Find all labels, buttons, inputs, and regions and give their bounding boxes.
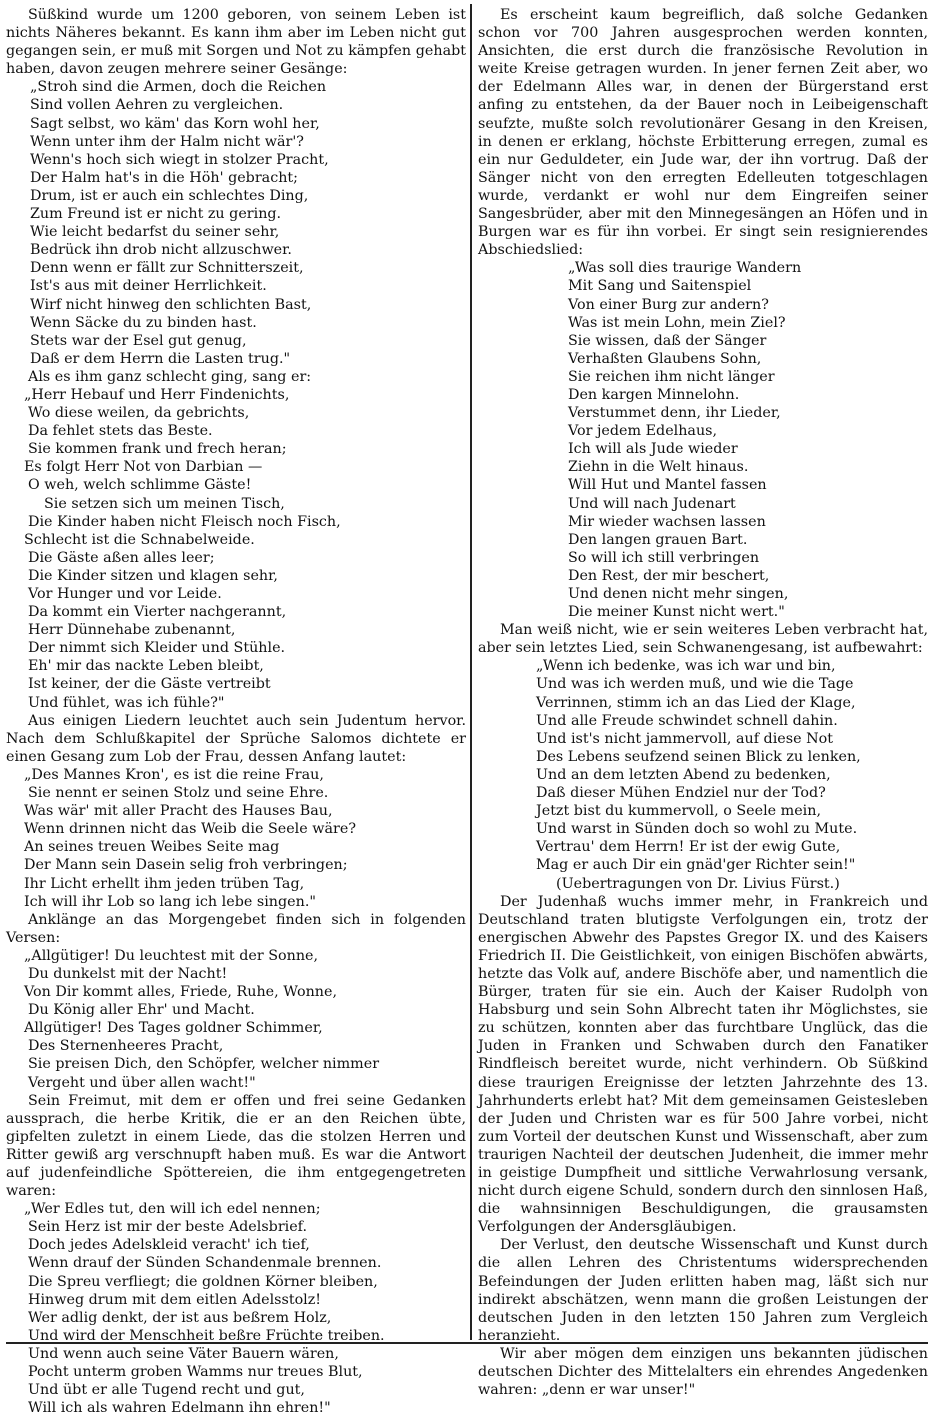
- verse-block: [6, 766, 466, 911]
- verse-block: [6, 78, 466, 368]
- paragraph: Aus einigen Liedern leuchtet auch sein Judentum hervor. Nach dem Schlußkapitel der Sprüche Salomos dichtete er einen Gesang zum Lob der Frau, dessen Anfang lautet:: [6, 712, 466, 765]
- verse-line: Wo diese weilen, da gebrichts,: [28, 405, 250, 422]
- verse-line: Der Mann sein Dasein selig froh verbringen;: [24, 857, 348, 874]
- paragraph: Man weiß nicht, wie er sein weiteres Leben verbracht hat, aber sein letztes Lied, sein Schwanengesang, ist aufbewahrt:: [478, 622, 928, 657]
- verse-line: Du König aller Ehr' und Macht.: [28, 1002, 255, 1019]
- paragraph: Als es ihm ganz schlecht ging, sang er:: [28, 368, 312, 385]
- paragraph: Der Verlust, den deutsche Wissenschaft und Kunst durch die allen Lehren des Christentums widersprechenden Befeindungen der Juden erlitten haben mag, läßt sich nur indirekt abschätzen, wenn mann die großen Leistungen der deutschen Juden in den letzten 150 Jahren zum Vergleich heranzieht.: [478, 1237, 928, 1344]
- verse-line: Ihr Licht erhellt ihm jeden trüben Tag,: [24, 875, 305, 892]
- verse-line: Sagt selbst, wo käm' das Korn wohl her,: [30, 115, 320, 132]
- verse-line: Mir wieder wachsen lassen: [568, 513, 766, 530]
- verse-line: Was wär' mit aller Pracht des Hauses Bau,: [24, 803, 333, 820]
- verse-line: Daß er dem Herrn die Lasten trug.": [30, 350, 291, 367]
- verse-line: Wenn drinnen nicht das Weib die Seele wäre?: [24, 821, 356, 838]
- verse-line: Ist keiner, der die Gäste vertreibt: [28, 676, 271, 693]
- verse-line: Zum Freund ist er nicht zu gering.: [30, 206, 282, 223]
- paragraph: Wir aber mögen dem einzigen uns bekannten jüdischen deutschen Dichter des Mittelalters ein ehrendes Angedenken wahren: „denn er war unser!": [478, 1345, 928, 1399]
- verse-line: Herr Dünnehabe zubenannt,: [28, 622, 236, 639]
- verse-line: „Wer Edles tut, den will ich edel nennen;: [24, 1201, 321, 1218]
- verse-line: (Uebertragungen von Dr. Livius Fürst.): [556, 875, 840, 892]
- verse-line: Von Dir kommt alles, Friede, Ruhe, Wonne,: [24, 984, 337, 1001]
- verse-line: Und was ich werden muß, und wie die Tage: [536, 676, 854, 693]
- verse-line: Bedrück ihn drob nicht allzuschwer.: [30, 242, 292, 259]
- verse-line: „Was soll dies traurige Wandern: [568, 260, 802, 277]
- verse-line: Und wenn auch seine Väter Bauern wären,: [28, 1345, 339, 1362]
- verse-line: Und wird der Menschheit beßre Früchte treiben.: [28, 1327, 385, 1344]
- verse-line: Die Kinder sitzen und klagen sehr,: [28, 567, 278, 584]
- verse-line: Die Spreu verfliegt; die goldnen Körner bleiben,: [28, 1273, 378, 1290]
- verse-line: Der Halm hat's in die Höh' gebracht;: [30, 169, 298, 186]
- verse-line: An seines treuen Weibes Seite mag: [24, 839, 280, 856]
- verse-line: Allgütiger! Des Tages goldner Schimmer,: [24, 1020, 323, 1037]
- verse-line: Und alle Freude schwindet schnell dahin.: [536, 712, 838, 729]
- verse-line: O weh, welch schlimme Gäste!: [28, 477, 252, 494]
- verse-line: Denn wenn er fällt zur Schnitterszeit,: [30, 260, 304, 277]
- verse-block: [6, 1200, 466, 1417]
- verse-line: Wenn drauf der Sünden Schandenmale brennen.: [28, 1255, 382, 1272]
- verse-line: Mit Sang und Saitenspiel: [568, 278, 752, 295]
- verse-line: Wenn's hoch sich wiegt in stolzer Pracht,: [30, 151, 329, 168]
- verse-line: Des Lebens seufzend seinen Blick zu lenken,: [536, 748, 861, 765]
- verse-line: Doch jedes Adelskleid veracht' ich tief,: [28, 1237, 310, 1254]
- verse-line: Jetzt bist du kummervoll, o Seele mein,: [536, 803, 822, 820]
- verse-line: Vor jedem Edelhaus,: [568, 423, 718, 440]
- verse-line: Stets war der Esel gut genug,: [30, 332, 247, 349]
- verse-line: Verhaßten Glaubens Sohn,: [568, 350, 762, 367]
- verse-line: Sie setzen sich um meinen Tisch,: [44, 495, 285, 512]
- verse-line: Hinweg drum mit dem eitlen Adelsstolz!: [28, 1291, 322, 1308]
- verse-line: Vertrau' dem Herrn! Er ist der ewig Gute,: [536, 839, 841, 856]
- verse-line: Wenn Säcke du zu binden hast.: [30, 314, 257, 331]
- verse-line: Will Hut und Mantel fassen: [568, 477, 767, 494]
- verse-line: Sie preisen Dich, den Schöpfer, welcher nimmer: [28, 1056, 380, 1073]
- verse-line: Verrinnen, stimm ich an das Lied der Klage,: [536, 694, 856, 711]
- verse-line: Wer adlig denkt, der ist aus beßrem Holz,: [28, 1309, 332, 1326]
- verse-line: Der nimmt sich Kleider und Stühle.: [28, 640, 286, 657]
- verse-line: Die Gäste aßen alles leer;: [28, 549, 215, 566]
- column-rule: [470, 4, 472, 1340]
- verse-line: Will ich als wahren Edelmann ihn ehren!": [28, 1400, 331, 1417]
- verse-line: Und fühlet, was ich fühle?": [28, 694, 225, 711]
- paragraph: Anklänge an das Morgengebet finden sich in folgenden Versen:: [6, 911, 466, 946]
- verse-line: Den Rest, der mir beschert,: [568, 567, 770, 584]
- verse-line: Den kargen Minnelohn.: [568, 386, 740, 403]
- verse-line: „Allgütiger! Du leuchtest mit der Sonne,: [24, 947, 319, 964]
- verse-line: „Wenn ich bedenke, was ich war und bin,: [536, 658, 836, 675]
- verse-line: Da fehlet stets das Beste.: [28, 423, 213, 440]
- verse-line: Und übt er alle Tugend recht und gut,: [28, 1382, 305, 1399]
- verse-line: Vor Hunger und vor Leide.: [28, 586, 222, 602]
- verse-line: Die meiner Kunst nicht wert.": [568, 604, 785, 621]
- verse-line: Von einer Burg zur andern?: [568, 296, 769, 313]
- verse-line: Ist's aus mit deiner Herrlichkeit.: [30, 278, 267, 295]
- left-column: [6, 6, 466, 1417]
- verse-line: Schlecht ist die Schnabelweide.: [24, 531, 255, 548]
- verse-line: Ich will als Jude wieder: [568, 441, 738, 458]
- right-column: [478, 6, 928, 1399]
- verse-line: Eh' mir das nackte Leben bleibt,: [28, 658, 264, 675]
- verse-line: Daß dieser Mühen Endziel nur der Tod?: [536, 785, 826, 802]
- verse-line: Sie reichen ihm nicht länger: [568, 368, 775, 385]
- verse-line: Drum, ist er auch ein schlechtes Ding,: [30, 187, 309, 204]
- verse-line: Mag er auch Dir ein gnäd'ger Richter sein!": [536, 857, 856, 874]
- paragraph: Sein Freimut, mit dem er offen und frei seine Gedanken aussprach, die herbe Kritik, die er an den Reichen übte, gipfelten zuletzt in einem Liede, das die stolzen Herren und Ritter gewiß arg verschnupft haben muß. Es war die Antwort auf judenfeindliche Spöttereien, die ihm entgegengetreten waren:: [6, 1092, 466, 1200]
- verse-line: Da kommt ein Vierter nachgerannt,: [28, 604, 287, 621]
- verse-line: Verstummet denn, ihr Lieder,: [568, 405, 781, 422]
- verse-line: Ziehn in die Welt hinaus.: [568, 459, 749, 476]
- verse-line: Sein Herz ist mir der beste Adelsbrief.: [28, 1219, 308, 1236]
- verse-block: [6, 947, 466, 1092]
- verse-line: Und warst in Sünden doch so wohl zu Mute.: [536, 821, 858, 838]
- verse-line: Und will nach Judenart: [568, 495, 736, 512]
- verse-line: „Herr Hebauf und Herr Findenichts,: [24, 386, 290, 403]
- verse-line: Es folgt Herr Not von Darbian —: [24, 459, 263, 476]
- verse-line: Wenn unter ihm der Halm nicht wär'?: [30, 133, 304, 150]
- verse-line: Wie leicht bedarfst du seiner sehr,: [30, 224, 280, 241]
- verse-line: So will ich still verbringen: [568, 549, 760, 566]
- verse-line: Die Kinder haben nicht Fleisch noch Fisch,: [28, 513, 341, 530]
- verse-block: [6, 386, 466, 712]
- verse-line: Sie nennt er seinen Stolz und seine Ehre.: [28, 785, 329, 802]
- paragraph: Süßkind wurde um 1200 geboren, von seinem Leben ist nichts Näheres bekannt. Es kann ihm aber im Leben nicht gut gegangen sein, er muß mit Sorgen und Not zu kämpfen gehabt haben, davon zeugen mehrere seiner Gesänge:: [6, 7, 466, 78]
- verse-line: Pocht unterm groben Wamms nur treues Blut,: [28, 1364, 363, 1381]
- verse-line: Den langen grauen Bart.: [568, 531, 748, 548]
- verse-line: Und denen nicht mehr singen,: [568, 586, 789, 602]
- verse-line: Vergeht und über allen wacht!": [28, 1074, 256, 1091]
- verse-line: „Des Mannes Kron', es ist die reine Frau,: [24, 766, 324, 783]
- verse-line: Was ist mein Lohn, mein Ziel?: [568, 314, 786, 331]
- verse-line: Sind vollen Aehren zu vergleichen.: [30, 97, 284, 114]
- verse-line: Ich will ihr Lob so lang ich lebe singen.": [24, 893, 316, 910]
- verse-line: Du dunkelst mit der Nacht!: [28, 965, 228, 982]
- paragraph: Der Judenhaß wuchs immer mehr, in Frankreich und Deutschland traten blutigste Verfolgungen ein, trotz der energischen Abwehr des Papstes Gregor IX. und des Kaisers Friedrich II. Die Geistlichkeit, von einigen Bischöfen abwärts, hetzte das Volk auf, andere Bischöfe aber, und namentlich die Bürger, traten für sie ein. Auch der Kaiser Rudolph von Habsburg und sein Sohn Albrecht taten ihr Möglichstes, sie zu schützen, konnten aber das furchtbare Unglück, das die Juden in Franken und Schwaben durch den Fanatiker Rindfleisch bereitet wurde, nicht verhindern. Ob Süßkind diese traurigen Ereignisse der letzten Jahrzehnte des 13. Jahrhunderts erlebt hat? Mit dem gemeinsamen Geistesleben der Juden und Christen war es für 500 Jahre vorbei, nicht zum Vorteil der deutschen Kunst und Wissenschaft, aber zum traurigen Nachteil der deutschen Judenheit, die immer mehr in geistige Dumpfheit und sittliche Verwahrlosung versank, nicht durch eigene Schuld, sondern durch den sinnlosen Haß, die wahnsinnigen Beschuldigungen, die grausamsten Verfolgungen der Andersgläubigen.: [478, 893, 928, 1236]
- verse-line: Sie wissen, daß der Sänger: [568, 332, 767, 349]
- verse-line: Und an dem letzten Abend zu bedenken,: [536, 766, 831, 783]
- verse-line: „Stroh sind die Armen, doch die Reichen: [30, 79, 327, 96]
- verse-line: Wirf nicht hinweg den schlichten Bast,: [30, 296, 312, 313]
- verse-block: [478, 657, 928, 892]
- verse-line: Des Sternenheeres Pracht,: [28, 1038, 224, 1055]
- verse-block: [478, 259, 928, 621]
- verse-line: Sie kommen frank und frech heran;: [28, 441, 287, 458]
- verse-line: Und ist's nicht jammervoll, auf diese Not: [536, 730, 833, 747]
- paragraph: Es erscheint kaum begreiflich, daß solche Gedanken schon vor 700 Jahren ausgesprochen werden konnten, Ansichten, die erst durch die französische Revolution in weite Kreise getragen wurden. In jener fernen Zeit aber, wo der Edelmann Alles war, in denen der Bürgerstand erst anfing zu entstehen, da der Bauer noch in Leibeigenschaft seufzte, mußte solch revolutionärer Gesang in den Kreisen, in denen er erklang, höchste Erbitterung erregen, zumal es ein nur Geduldeter, ein Jude war, der ihn vortrug. Daß der Sänger nicht von den erregten Edelleuten totgeschlagen wurde, verdankt er wohl nur dem Eingreifen seiner Sangesbrüder, aber mit den Minnegesängen an Höfen und in Burgen war es für ihn vorbei. Er singt sein resignierendes Abschiedslied:: [478, 7, 928, 259]
